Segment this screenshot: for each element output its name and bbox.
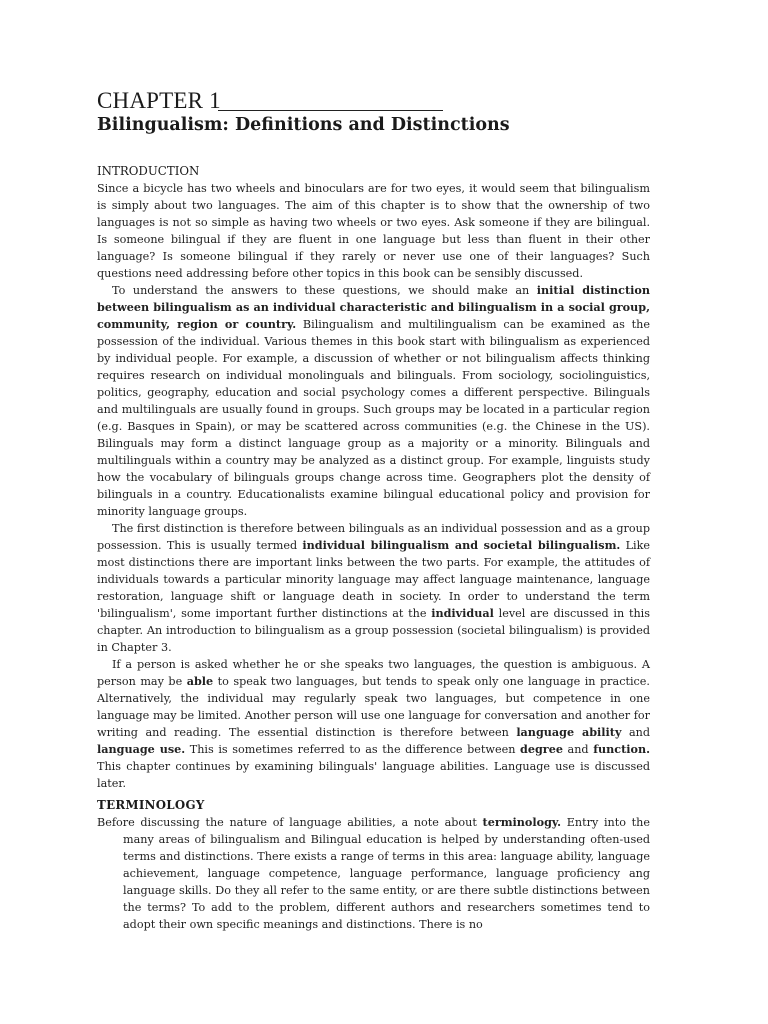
chapter-title: Bilingualism: Definitions and Distinctions [97, 115, 510, 135]
bold-run: language ability [516, 725, 622, 739]
text-run: Entry into the many areas of bilingualism and Bilingual education is helped by understanding often-used terms and distinctions. There exists a range of terms in this area: language ability, language achievement, language competence, language performance, language proficiency ang language skills. Do they all refer to the same entity, or are there subtle distinctions between the terms? To add to the problem, different authors and researchers sometimes tend to adopt their own specific meanings and distinctions. There is no [123, 816, 650, 931]
paragraph-intro-4 [97, 656, 650, 792]
text-run: Like most distinctions there are important links between the two parts. For example, the attitudes of individuals towards a particular minority language may affect language maintenance, language restoration, language shift or language death in society. In order to understand the term 'bilingualism', some important further distinctions at the [97, 539, 650, 620]
text-run: To understand the answers to these questions, we should make an [112, 284, 537, 297]
text-run: and [562, 743, 594, 756]
paragraph-intro-3 [97, 520, 650, 656]
text-run: This is sometimes referred to as the difference between [185, 743, 521, 756]
bold-run: language use. [97, 742, 186, 756]
bold-run: individual [431, 606, 494, 620]
chapter-number: CHAPTER 1 [97, 88, 221, 113]
bold-run: initial distinction between bilingualism as an individual characteristic and bilingualism in a social group, community, region or country. [97, 283, 650, 331]
text-run: to speak two languages, but tends to speak only one language in practice. Alternatively, the individual may regularly speak two languages, but competence in one language may be limited. Another person will use one language for conversation and another for writing and reading. The essential distinction is therefore between [97, 675, 650, 739]
text-run: and [621, 726, 651, 739]
chapter-underline [218, 110, 443, 111]
bold-run: function. [593, 742, 650, 756]
text-run: The first distinction is therefore between bilinguals as an individual possession and as a group possession. This is usually termed [97, 522, 650, 552]
bold-run: individual bilingualism and societal bilingualism. [302, 538, 621, 552]
text-run: level are discussed in this chapter. An introduction to bilingualism as a group possession (societal bilingualism) is provided in Chapter 3. [97, 607, 650, 654]
bold-run: terminology. [482, 815, 562, 829]
bold-run: able [186, 674, 214, 688]
paragraph-intro-2 [97, 282, 650, 520]
text-run: Bilingualism and multilingualism can be examined as the possession of the individual. Various themes in this book start with bilingualism as experienced by individual people. For example, a discussion of whether or not bilingualism affects thinking requires research on individual monolinguals and bilinguals. From sociology, sociolinguistics, politics, geography, education and social psychology comes a different perspective. Bilinguals and multilinguals are usually found in groups. Such groups may be located in a particular region (e.g. Basques in Spain), or may be scattered across communities (e.g. the Chinese in the US). Bilinguals may form a distinct language group as a majority or a minority. Bilinguals and multilinguals within a country may be analyzed as a distinct group. For example, linguists study how the vocabulary of bilinguals groups change across time. Geographers plot the density of bilinguals in a country. Educationalists examine bilingual educational policy and provision for minority language groups. [97, 318, 650, 518]
paragraph-terminology-1 [97, 814, 650, 933]
text-run: This chapter continues by examining bilinguals' language abilities. Language use is discussed later. [97, 760, 650, 790]
section-heading-introduction: INTRODUCTION [97, 164, 200, 178]
section-heading-terminology: TERMINOLOGY [97, 798, 205, 812]
document-body [97, 163, 650, 933]
text-run: Before discussing the nature of language abilities, a note about [97, 816, 483, 829]
paragraph-intro-1: Since a bicycle has two wheels and binoculars are for two eyes, it would seem that bilingualism is simply about two languages. The aim of this chapter is to show that the ownership of two languages is not so simple as having two wheels or two eyes. Ask someone if they are bilingual. Is someone bilingual if they are fluent in one language but less than fluent in their other language? Is someone bilingual if they rarely or never use one of their languages? Such questions need addressing before other topics in this book can be sensibly discussed. [97, 182, 650, 280]
bold-run: degree [520, 742, 563, 756]
text-run: If a person is asked whether he or she speaks two languages, the question is ambiguous. A person may be [97, 658, 650, 688]
